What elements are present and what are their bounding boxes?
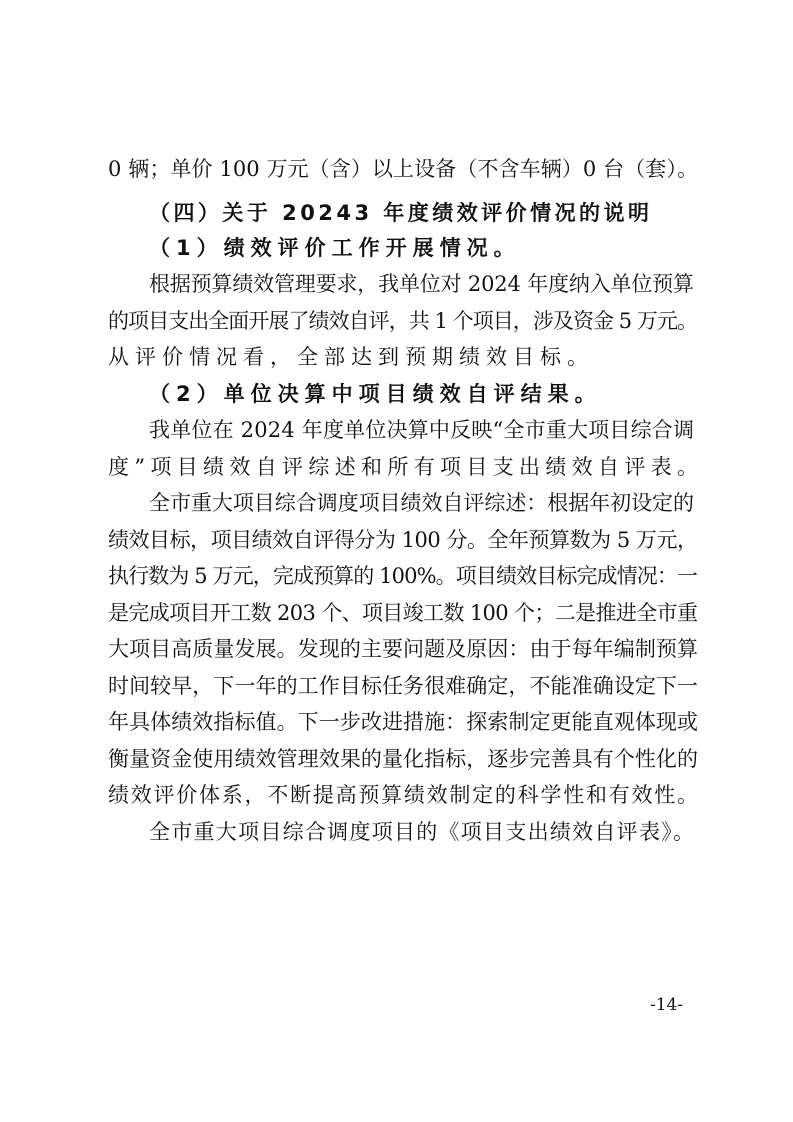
page-number: -14- — [650, 995, 684, 1015]
paragraph-line: 衡量资金使用绩效管理效果的量化指标，逐步完善具有个性化的 — [108, 747, 699, 771]
paragraph-line: 年具体绩效指标值。下一步改进措施：探索制定更能直观体现或 — [108, 710, 699, 734]
paragraph-line: 是完成项目开工数 203 个、项目竣工数 100 个；二是推进全市重 — [108, 601, 698, 625]
paragraph-line: 全市重大项目综合调度项目绩效自评综述：根据年初设定的 — [149, 491, 694, 515]
paragraph-line: 的项目支出全面开展了绩效自评，共 1 个项目，涉及资金 5 万元。 — [108, 309, 698, 333]
paragraph-line: 绩效目标，项目绩效自评得分为 100 分。全年预算数为 5 万元， — [108, 528, 698, 552]
paragraph-line: 我单位在 2024 年度单位决算中反映“全市重大项目综合调 — [149, 418, 695, 442]
paragraph-line: 绩效评价体系，不断提高预算绩效制定的科学性和有效性。 — [108, 783, 700, 807]
section-heading: （四）关于 20243 年度绩效评价情况的说明 — [149, 201, 653, 225]
paragraph-line: 从评价情况看，全部达到预期绩效目标。 — [108, 345, 594, 369]
paragraph-line: 全市重大项目综合调度项目的《项目支出绩效自评表》。 — [149, 820, 696, 844]
paragraph-line: 大项目高质量发展。发现的主要问题及原因：由于每年编制预算 — [108, 637, 699, 661]
paragraph-line: 度”项目绩效自评综述和所有项目支出绩效自评表。 — [108, 455, 704, 479]
paragraph-line: 执行数为 5 万元，完成预算的 100%。项目绩效目标完成情况：一 — [108, 564, 698, 588]
paragraph-line: 时间较早，下一年的工作目标任务很难确定，不能准确设定下一 — [108, 674, 699, 698]
subsection-heading: （2）单位决算中项目绩效自评结果。 — [149, 382, 602, 406]
subsection-heading: （1）绩效评价工作开展情况。 — [149, 236, 521, 260]
paragraph-line: 根据预算绩效管理要求，我单位对 2024 年度纳入单位预算 — [149, 272, 694, 296]
paragraph-line: 0 辆；单价 100 万元（含）以上设备（不含车辆）0 台（套）。 — [108, 157, 699, 181]
